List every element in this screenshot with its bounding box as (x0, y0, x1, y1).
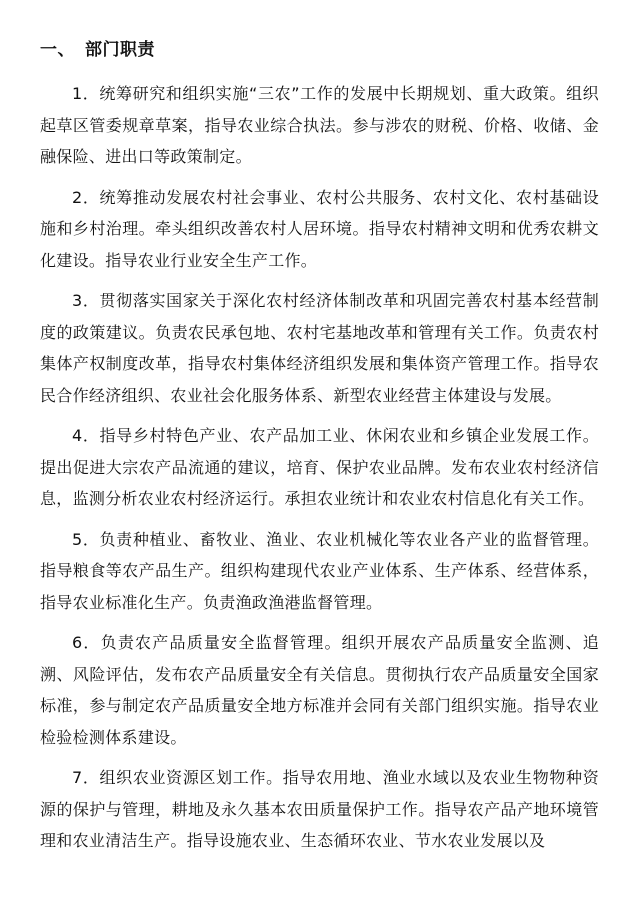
paragraph-3: 3．贯彻落实国家关于深化农村经济体制改革和巩固完善农村基本经营制度的政策建议。负责农民承包地、农村宅基地改革和管理有关工作。负责农村集体产权制度改革，指导农村集体经济组织发展和集体资产管理工作。指导农民合作经济组织、农业社会化服务体系、新型农业经营主体建设与发展。 (40, 291, 599, 405)
section-number: 一、 (40, 40, 75, 60)
paragraph-2: 2．统筹推动发展农村社会事业、农村公共服务、农村文化、农村基础设施和乡村治理。牵头组织改善农村人居环境。指导农村精神文明和优秀农耕文化建设。指导农业行业安全生产工作。 (40, 187, 599, 270)
section-heading (40, 38, 599, 62)
section-title: 部门职责 (85, 40, 155, 60)
paragraph-5: 5．负责种植业、畜牧业、渔业、农业机械化等农业各产业的监督管理。指导粮食等农产品生产。组织构建现代农业产业体系、生产体系、经营体系，指导农业标准化生产。负责渔政渔港监督管理。 (40, 529, 599, 612)
paragraph-4: 4．指导乡村特色产业、农产品加工业、休闲农业和乡镇企业发展工作。提出促进大宗农产品流通的建议，培育、保护农业品牌。发布农业农村经济信息，监测分析农业农村经济运行。承担农业统计和农业农村信息化有关工作。 (40, 426, 599, 508)
paragraph-6: 6．负责农产品质量安全监督管理。组织开展农产品质量安全监测、追溯、风险评估，发布农产品质量安全有关信息。贯彻执行农产品质量安全国家标准，参与制定农产品质量安全地方标准并会同有关部门组织实施。指导农业检验检测体系建设。 (40, 633, 599, 747)
paragraph-1: 1．统筹研究和组织实施“三农”工作的发展中长期规划、重大政策。组织起草区管委规章草案，指导农业综合执法。参与涉农的财税、价格、收储、金融保险、进出口等政策制定。 (40, 84, 599, 166)
paragraph-7: 7．组织农业资源区划工作。指导农用地、渔业水域以及农业生物物种资源的保护与管理，耕地及永久基本农田质量保护工作。指导农产品产地环境管理和农业清洁生产。指导设施农业、生态循环农业、节水农业发展以及 (40, 768, 599, 850)
